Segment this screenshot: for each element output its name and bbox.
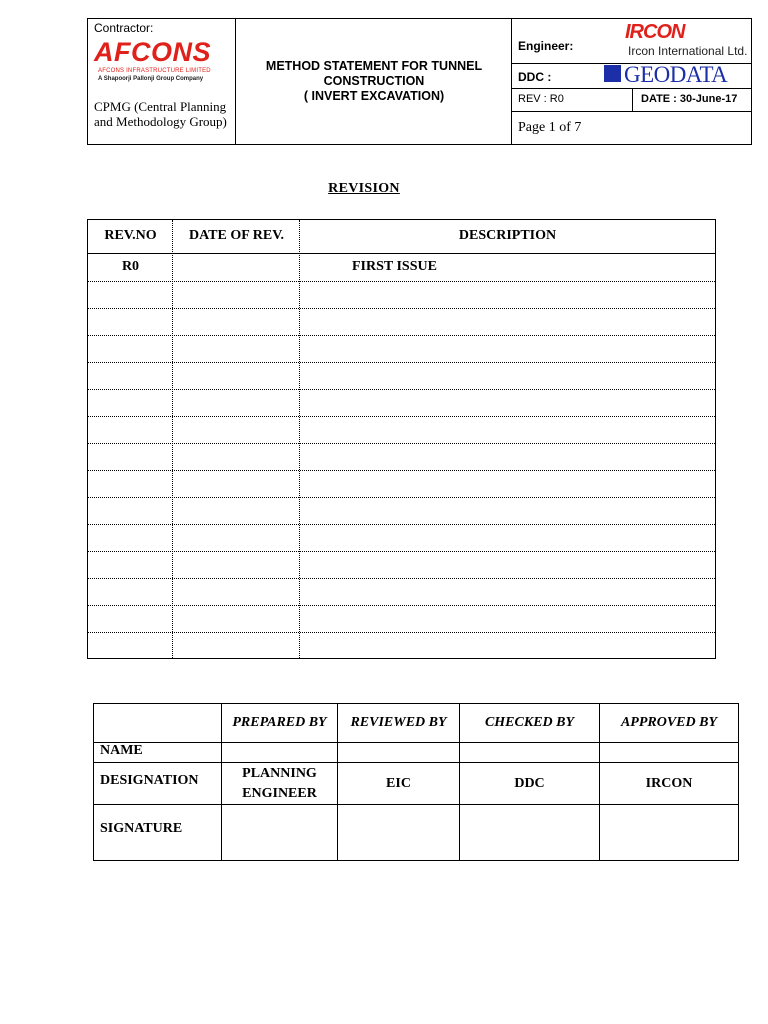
geodata-logo: GEODATA <box>624 62 728 87</box>
table-row <box>88 416 715 443</box>
cell-date-of-rev <box>173 470 300 497</box>
cell-description <box>300 308 715 335</box>
cpmg-text: CPMG (Central Planning and Methodology Group) <box>94 99 227 129</box>
cell-rev-no <box>88 470 173 497</box>
date-value: DATE : 30-June-17 <box>641 93 738 105</box>
table-row <box>88 362 715 389</box>
page-row <box>512 112 752 144</box>
cell-rev-no <box>88 254 173 281</box>
cell-date-of-rev <box>173 389 300 416</box>
table-row <box>88 281 715 308</box>
cell-description <box>300 389 715 416</box>
column-prepared-by: PREPARED BY <box>232 715 327 730</box>
cell-description <box>300 281 715 308</box>
cell-description <box>300 497 715 524</box>
cell-rev-no-text: R0 <box>121 259 140 274</box>
cell-description <box>300 362 715 389</box>
row-divider <box>94 804 738 805</box>
column-approved-by: APPROVED BY <box>620 715 718 730</box>
cell-rev-no <box>88 362 173 389</box>
cell-description <box>300 254 715 281</box>
row-divider <box>94 742 738 743</box>
method-statement-title-block <box>236 19 512 144</box>
cell-description <box>300 632 715 659</box>
cell-date-of-rev <box>173 605 300 632</box>
column-reviewed-by: REVIEWED BY <box>350 715 447 730</box>
designation-prepared-by: PLANNING ENGINEER <box>242 765 317 801</box>
header-description: DESCRIPTION <box>458 228 557 243</box>
table-row <box>88 389 715 416</box>
cell-description <box>300 335 715 362</box>
table-row <box>88 470 715 497</box>
afcons-logo-tagline: A Shapoorji Pallonji Group Company <box>98 76 204 82</box>
table-row <box>88 308 715 335</box>
table-row <box>88 524 715 551</box>
cell-rev-no <box>88 605 173 632</box>
designation-checked-by: DDC <box>514 775 545 791</box>
engineer-label: Engineer: <box>518 39 574 53</box>
cell-description <box>300 605 715 632</box>
document-header <box>87 18 752 145</box>
header-cell-date <box>173 220 300 253</box>
cell-description <box>300 443 715 470</box>
cell-description-text: FIRST ISSUE <box>352 259 437 274</box>
cell-date-of-rev <box>173 416 300 443</box>
cell-date-of-rev <box>173 443 300 470</box>
cell-description <box>300 578 715 605</box>
cell-date-of-rev <box>173 632 300 659</box>
revision-title: REVISION <box>328 181 400 196</box>
cell-rev-no <box>88 281 173 308</box>
table-row <box>88 335 715 362</box>
ddc-row <box>512 64 752 89</box>
afcons-logo: AFCONS <box>94 37 211 67</box>
cell-rev-no <box>88 416 173 443</box>
table-row <box>88 254 715 281</box>
ddc-label: DDC : <box>518 70 552 84</box>
page-number: Page 1 of 7 <box>518 120 582 135</box>
column-checked-by: CHECKED BY <box>484 715 575 730</box>
cell-rev-no <box>88 578 173 605</box>
designation-reviewed-by: EIC <box>386 775 411 791</box>
table-row <box>88 605 715 632</box>
title-line-3: ( INVERT EXCAVATION) <box>303 89 445 103</box>
title-line-1: METHOD STATEMENT FOR TUNNEL <box>265 59 483 73</box>
cell-date-of-rev <box>173 524 300 551</box>
row-label-designation: DESIGNATION <box>100 773 199 788</box>
row-label-signature: SIGNATURE <box>100 821 183 836</box>
ircon-logo: IRCON <box>625 21 685 43</box>
contractor-block <box>88 19 236 144</box>
header-rev-no: REV.NO <box>104 228 157 243</box>
engineer-row <box>512 19 752 64</box>
method-statement-title <box>236 59 512 104</box>
cell-rev-no <box>88 335 173 362</box>
cell-description <box>300 551 715 578</box>
table-row <box>88 497 715 524</box>
ircon-name: Ircon International Ltd. <box>628 44 748 58</box>
cell-rev-no <box>88 308 173 335</box>
signoff-table <box>93 703 739 861</box>
table-row <box>88 632 715 659</box>
rev-value: REV : R0 <box>518 93 564 105</box>
header-cell-description <box>300 220 715 253</box>
cell-rev-no <box>88 632 173 659</box>
cell-description <box>300 416 715 443</box>
cell-date-of-rev <box>173 578 300 605</box>
afcons-logo-subtitle: AFCONS INFRASTRUCTURE LIMITED <box>98 68 211 74</box>
revision-table-header <box>88 220 715 254</box>
cell-rev-no <box>88 551 173 578</box>
rev-cell <box>512 89 633 111</box>
cell-rev-no <box>88 443 173 470</box>
cell-rev-no <box>88 497 173 524</box>
cell-description <box>300 470 715 497</box>
cell-date-of-rev <box>173 551 300 578</box>
table-row <box>88 551 715 578</box>
table-row <box>88 578 715 605</box>
contractor-label: Contractor: <box>94 21 154 35</box>
cell-date-of-rev <box>173 335 300 362</box>
title-line-2: CONSTRUCTION <box>323 74 425 88</box>
header-date-of-rev: DATE OF REV. <box>188 228 285 243</box>
designation-approved-by: IRCON <box>645 775 693 791</box>
cell-rev-no <box>88 389 173 416</box>
cell-date-of-rev <box>173 308 300 335</box>
cell-date-of-rev <box>173 362 300 389</box>
rev-date-row <box>512 89 752 112</box>
geodata-logo-square-icon <box>604 65 621 82</box>
cell-date-of-rev <box>173 281 300 308</box>
cell-date-of-rev <box>173 254 300 281</box>
cell-description <box>300 524 715 551</box>
row-label-name: NAME <box>100 743 143 758</box>
cell-rev-no <box>88 524 173 551</box>
revision-table <box>87 219 716 659</box>
table-row <box>88 443 715 470</box>
engineer-block <box>512 19 752 144</box>
cell-date-of-rev <box>173 497 300 524</box>
header-cell-rev-no <box>88 220 173 253</box>
